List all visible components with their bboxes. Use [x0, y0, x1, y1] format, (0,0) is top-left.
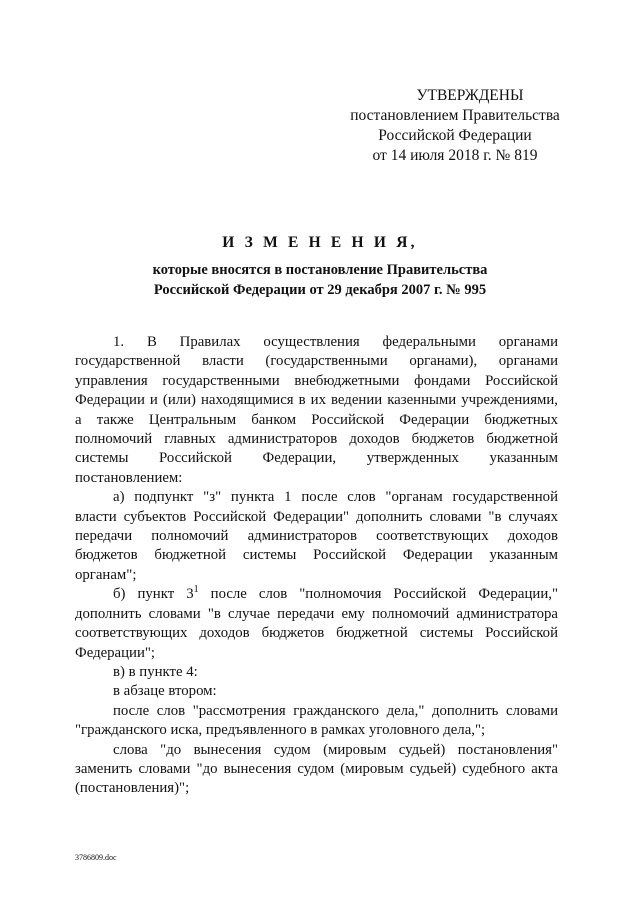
approval-title: УТВЕРЖДЕНЫ: [416, 87, 524, 104]
approval-line: постановлением Правительства: [350, 107, 560, 124]
body-line: системы Российской Федерации, утвержденных указанным: [75, 450, 558, 467]
body-line: а также Центральным банком Российской Федерации бюджетных: [75, 411, 558, 428]
body-line: после слов "рассмотрения гражданского дела," дополнить словами: [113, 702, 558, 719]
body-line: передачи полномочий администраторов соответствующих доходов: [75, 528, 558, 545]
approval-date: от 14 июля 2018 г. № 819: [372, 147, 538, 164]
body-line: "гражданского иска, предъявленного в рамках уголовного дела,";: [75, 722, 486, 739]
body-line: Федерации";: [75, 644, 156, 661]
body-text: после слов "полномочия Российской Федерации,": [198, 586, 558, 603]
body-line: в абзаце втором:: [113, 683, 217, 700]
body-line: дополнить словами "в случае передачи ему полномочий администратора: [75, 605, 558, 622]
document-title: И З М Е Н Е Н И Я,: [222, 234, 418, 251]
body-line: полномочий главных администраторов доходов бюджетов бюджетной: [75, 431, 558, 448]
body-line: (постановления)";: [75, 780, 190, 797]
body-line: а) подпункт "з" пункта 1 после слов "органам государственной: [113, 489, 558, 506]
approval-line: Российской Федерации: [378, 127, 532, 144]
body-line: слова "до вынесения судом (мировым судьей) постановления": [113, 741, 558, 758]
approval-stamp: [340, 86, 570, 166]
body-line: соответствующих доходов бюджетов бюджетной системы Российской: [75, 625, 558, 642]
subtitle-line: Российской Федерации от 29 декабря 2007 г. № 995: [153, 282, 487, 298]
body-line: Федерации и (или) находящимися в их ведении казенными учреждениями,: [75, 392, 558, 409]
body-line: [75, 585, 558, 604]
document-body: [75, 333, 558, 799]
body-line: государственной власти (государственными органами), органами: [75, 353, 558, 370]
body-line: заменить словами "до вынесения судом (мировым судьей) судебного акта: [75, 760, 558, 777]
body-line: 1. В Правилах осуществления федеральными органами: [113, 334, 558, 350]
superscript: 1: [193, 584, 199, 596]
body-line: бюджетов бюджетной системы Российской Федерации указанным: [75, 547, 558, 564]
subtitle-line: которые вносятся в постановление Правительства: [152, 262, 488, 278]
document-subtitle: [0, 260, 640, 300]
body-line: постановлением:: [75, 469, 183, 486]
body-line: в) в пункте 4:: [113, 663, 198, 680]
body-line: власти субъектов Российской Федерации" дополнить словами "в случаях: [75, 508, 558, 525]
body-text: б) пункт 3: [113, 586, 194, 603]
body-line: органам";: [75, 566, 137, 583]
file-code: 3786809.doc: [75, 853, 117, 862]
body-line: управления государственными внебюджетными фондами Российской: [75, 372, 558, 389]
